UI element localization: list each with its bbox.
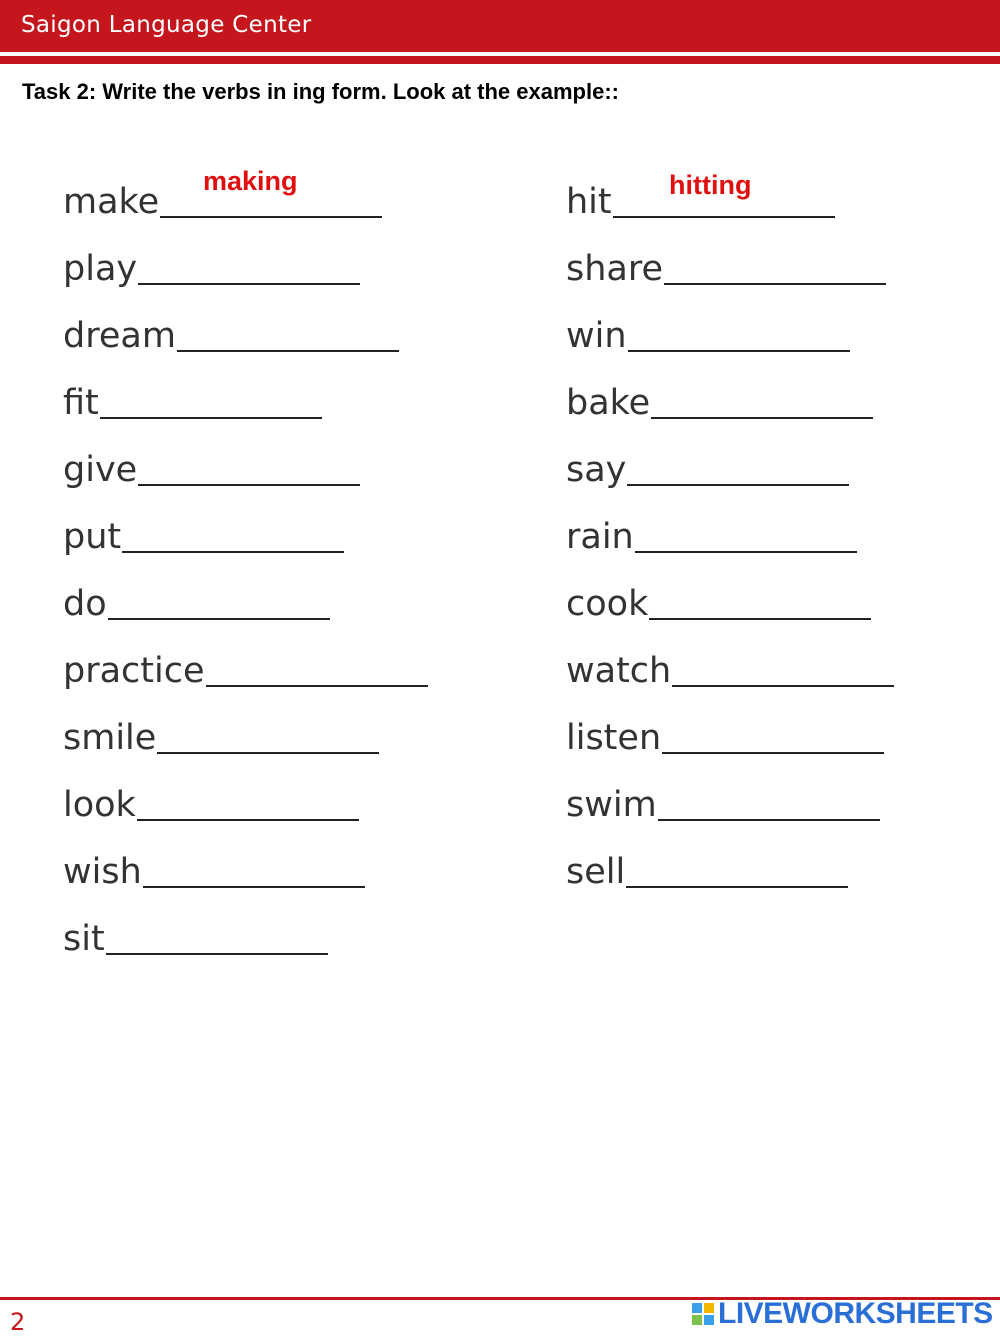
- exercise-item: [63, 306, 399, 356]
- verb-label: put: [63, 517, 122, 557]
- answer-blank[interactable]: [662, 752, 884, 754]
- exercise-item: [63, 373, 322, 423]
- answer-blank[interactable]: [177, 350, 399, 352]
- exercise-item: [63, 440, 360, 490]
- answer-blank[interactable]: [122, 551, 344, 553]
- answer-blank[interactable]: [627, 484, 849, 486]
- exercise-item: [63, 641, 428, 691]
- verb-label: hit: [566, 182, 612, 222]
- example-answer: making: [203, 166, 298, 196]
- answer-blank[interactable]: [658, 819, 880, 821]
- answer-blank[interactable]: [649, 618, 871, 620]
- liveworksheets-logo-text: LIVEWORKSHEETS: [718, 1297, 993, 1330]
- exercise-item: [566, 239, 886, 289]
- verb-label: play: [63, 249, 138, 289]
- verb-label: practice: [63, 651, 205, 691]
- answer-blank[interactable]: [160, 216, 382, 218]
- verb-label: dream: [63, 316, 176, 356]
- verb-label: wish: [63, 852, 142, 892]
- verb-label: share: [566, 249, 664, 289]
- verb-label: sit: [63, 919, 105, 959]
- verb-label: sell: [566, 852, 626, 892]
- answer-blank[interactable]: [613, 216, 835, 218]
- verb-label: do: [63, 584, 107, 624]
- exercise-item: [63, 708, 379, 758]
- answer-blank[interactable]: [206, 685, 428, 687]
- verb-label: swim: [566, 785, 657, 825]
- answer-blank[interactable]: [100, 417, 322, 419]
- exercise-item: [566, 708, 884, 758]
- answer-blank[interactable]: [143, 886, 365, 888]
- exercise-item: [63, 574, 330, 624]
- answer-blank[interactable]: [626, 886, 848, 888]
- exercise-item: [566, 373, 873, 423]
- example-answer: hitting: [669, 170, 752, 200]
- verb-label: rain: [566, 517, 634, 557]
- liveworksheets-logo-icon: [692, 1303, 714, 1325]
- exercise-item: [566, 775, 880, 825]
- verb-label: make: [63, 182, 160, 222]
- verb-label: give: [63, 450, 138, 490]
- exercise-item: [566, 842, 848, 892]
- answer-blank[interactable]: [108, 618, 330, 620]
- verb-label: say: [566, 450, 627, 490]
- exercise-item: [566, 440, 849, 490]
- answer-blank[interactable]: [138, 484, 360, 486]
- verb-label: fit: [63, 383, 99, 423]
- answer-blank[interactable]: [635, 551, 857, 553]
- answer-blank[interactable]: [651, 417, 873, 419]
- exercise-item: [63, 909, 328, 959]
- answer-blank[interactable]: [628, 350, 850, 352]
- exercise-item: [566, 507, 857, 557]
- exercise-item: [63, 842, 365, 892]
- task-instruction: Task 2: Write the verbs in ing form. Look at the example::: [22, 79, 619, 104]
- answer-blank[interactable]: [138, 283, 360, 285]
- answer-blank[interactable]: [672, 685, 894, 687]
- answer-blank[interactable]: [664, 283, 886, 285]
- exercise-item: [566, 641, 894, 691]
- verb-label: listen: [566, 718, 662, 758]
- verb-label: look: [63, 785, 136, 825]
- header-rule: [0, 56, 1000, 64]
- answer-blank[interactable]: [106, 953, 328, 955]
- exercise-item: [566, 306, 850, 356]
- exercise-item: [63, 507, 344, 557]
- exercise-item: [566, 574, 871, 624]
- page-number: 2: [10, 1308, 26, 1336]
- verb-label: watch: [566, 651, 672, 691]
- exercise-item: [63, 775, 359, 825]
- verb-label: bake: [566, 383, 651, 423]
- answer-blank[interactable]: [137, 819, 359, 821]
- liveworksheets-logo: [692, 1297, 993, 1331]
- verb-label: smile: [63, 718, 157, 758]
- verb-label: win: [566, 316, 627, 356]
- verb-label: cook: [566, 584, 649, 624]
- header-title: Saigon Language Center: [21, 12, 312, 38]
- answer-blank[interactable]: [157, 752, 379, 754]
- exercise-item: [63, 239, 360, 289]
